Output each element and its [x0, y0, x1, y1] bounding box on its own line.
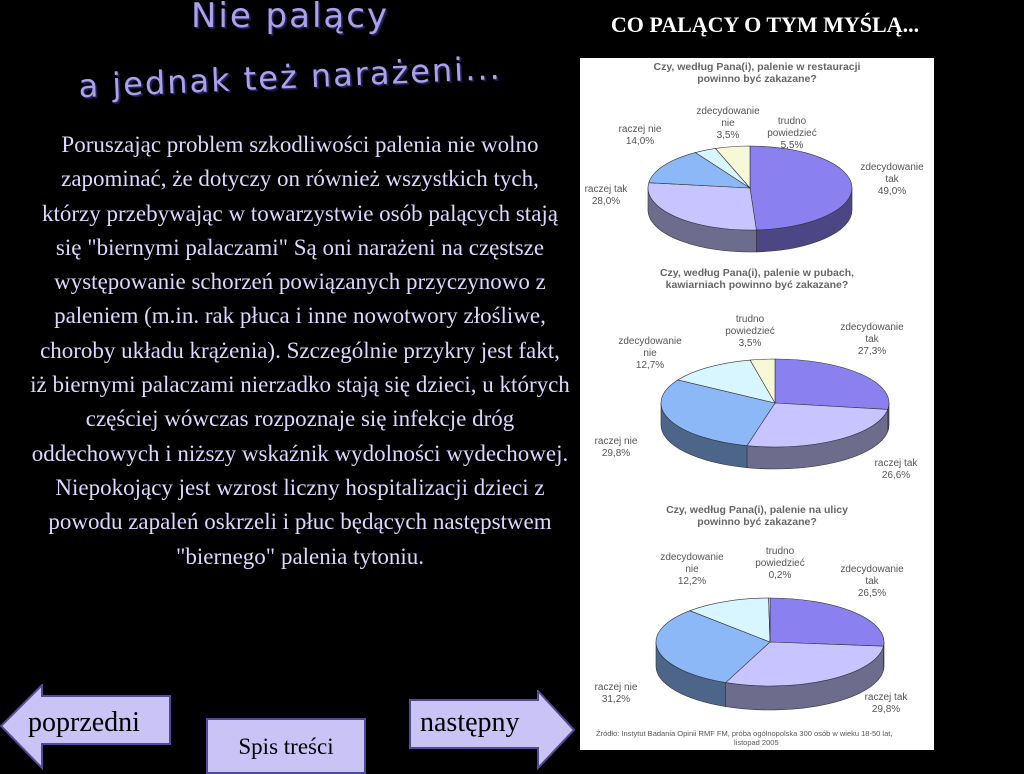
survey-charts-svg — [580, 58, 934, 750]
chart-1-title: Czy, według Pana(i), palenie w restauracji powinno być zakazane? — [653, 61, 861, 85]
chart-1-label-2: raczej tak 28,0% — [584, 184, 628, 207]
chart-3-label-2: raczej tak 29,8% — [864, 692, 908, 715]
table-of-contents-button[interactable] — [206, 718, 366, 774]
chart-3-label-3: raczej nie 31,2% — [594, 682, 638, 705]
chart-1-label-4: zdecydowanie nie 3,5% — [696, 106, 760, 141]
chart-2-label-1: zdecydowanie tak 27,3% — [840, 322, 904, 357]
previous-button[interactable] — [0, 684, 172, 770]
chart-2-slice-1 — [775, 359, 889, 409]
chart-3-label-4: zdecydowanie nie 12,2% — [660, 552, 724, 587]
chart-2-title: Czy, według Pana(i), palenie w pubach, kawiarniach powinno być zakazane? — [659, 267, 855, 291]
chart-3-label-1: zdecydowanie tak 26,5% — [840, 564, 904, 599]
chart-3-slice-1 — [770, 598, 884, 646]
chart-3-label-5: trudno powiedzieć 0,2% — [755, 546, 805, 581]
chart-3-title: Czy, według Pana(i), palenie na ulicy powinno być zakazane? — [666, 504, 848, 528]
next-button-label: następny — [420, 707, 520, 738]
next-button[interactable] — [408, 690, 576, 770]
body-paragraph: Poruszając problem szkodliwości palenia nie wolno zapominać, że dotyczy on również wszystkich tych, którzy przebywając w towarzystwie osób palących stają się "biernymi palaczami" Są oni narażeni na częstsze występowanie schorzeń powiązanych przyczynowo z paleniem (m.in. rak płuca i inne nowotwory złośliwe, choroby układu krążenia). Szczególnie przykry jest fakt, iż biernymi palaczami nierzadko stają się dzieci, u których częściej wówczas rozpoznaje się infekcje dróg oddechowych i niższy wskaźnik wydolności wydechowej. Niepokojący jest wzrost liczny hospitalizacji dzieci z powodu zapaleń oskrzeli i płuc będących następstwem "biernego" palenia tytoniu. — [30, 132, 570, 569]
survey-charts-panel — [580, 58, 934, 750]
chart-1-label-1: zdecydowanie tak 49,0% — [860, 162, 924, 197]
chart-2-label-5: trudno powiedzieć 3,5% — [725, 314, 775, 349]
chart-2-label-2: raczej tak 26,6% — [874, 458, 918, 481]
charts-heading: CO PALĄCY O TYM MYŚLĄ... — [610, 12, 920, 37]
chart-1-label-5: trudno powiedzieć 5,5% — [767, 116, 817, 151]
previous-button-label: poprzedni — [28, 707, 140, 738]
slide-title-line-2: a jednak też narażeni... — [77, 48, 503, 106]
slide-title-line-1: Nie palący — [190, 0, 390, 36]
chart-1-label-3: raczej nie 14,0% — [618, 124, 662, 147]
chart-2-label-4: zdecydowanie nie 12,7% — [618, 336, 682, 371]
table-of-contents-label: Spis treści — [238, 734, 334, 759]
chart-source-note: Źródło: Instytut Badania Opinii RMF FM, próba ogólnopolska 300 osób w wieku 18-50 lat, listopad 2005 — [596, 729, 893, 747]
chart-2-label-3: raczej nie 29,8% — [594, 436, 638, 459]
